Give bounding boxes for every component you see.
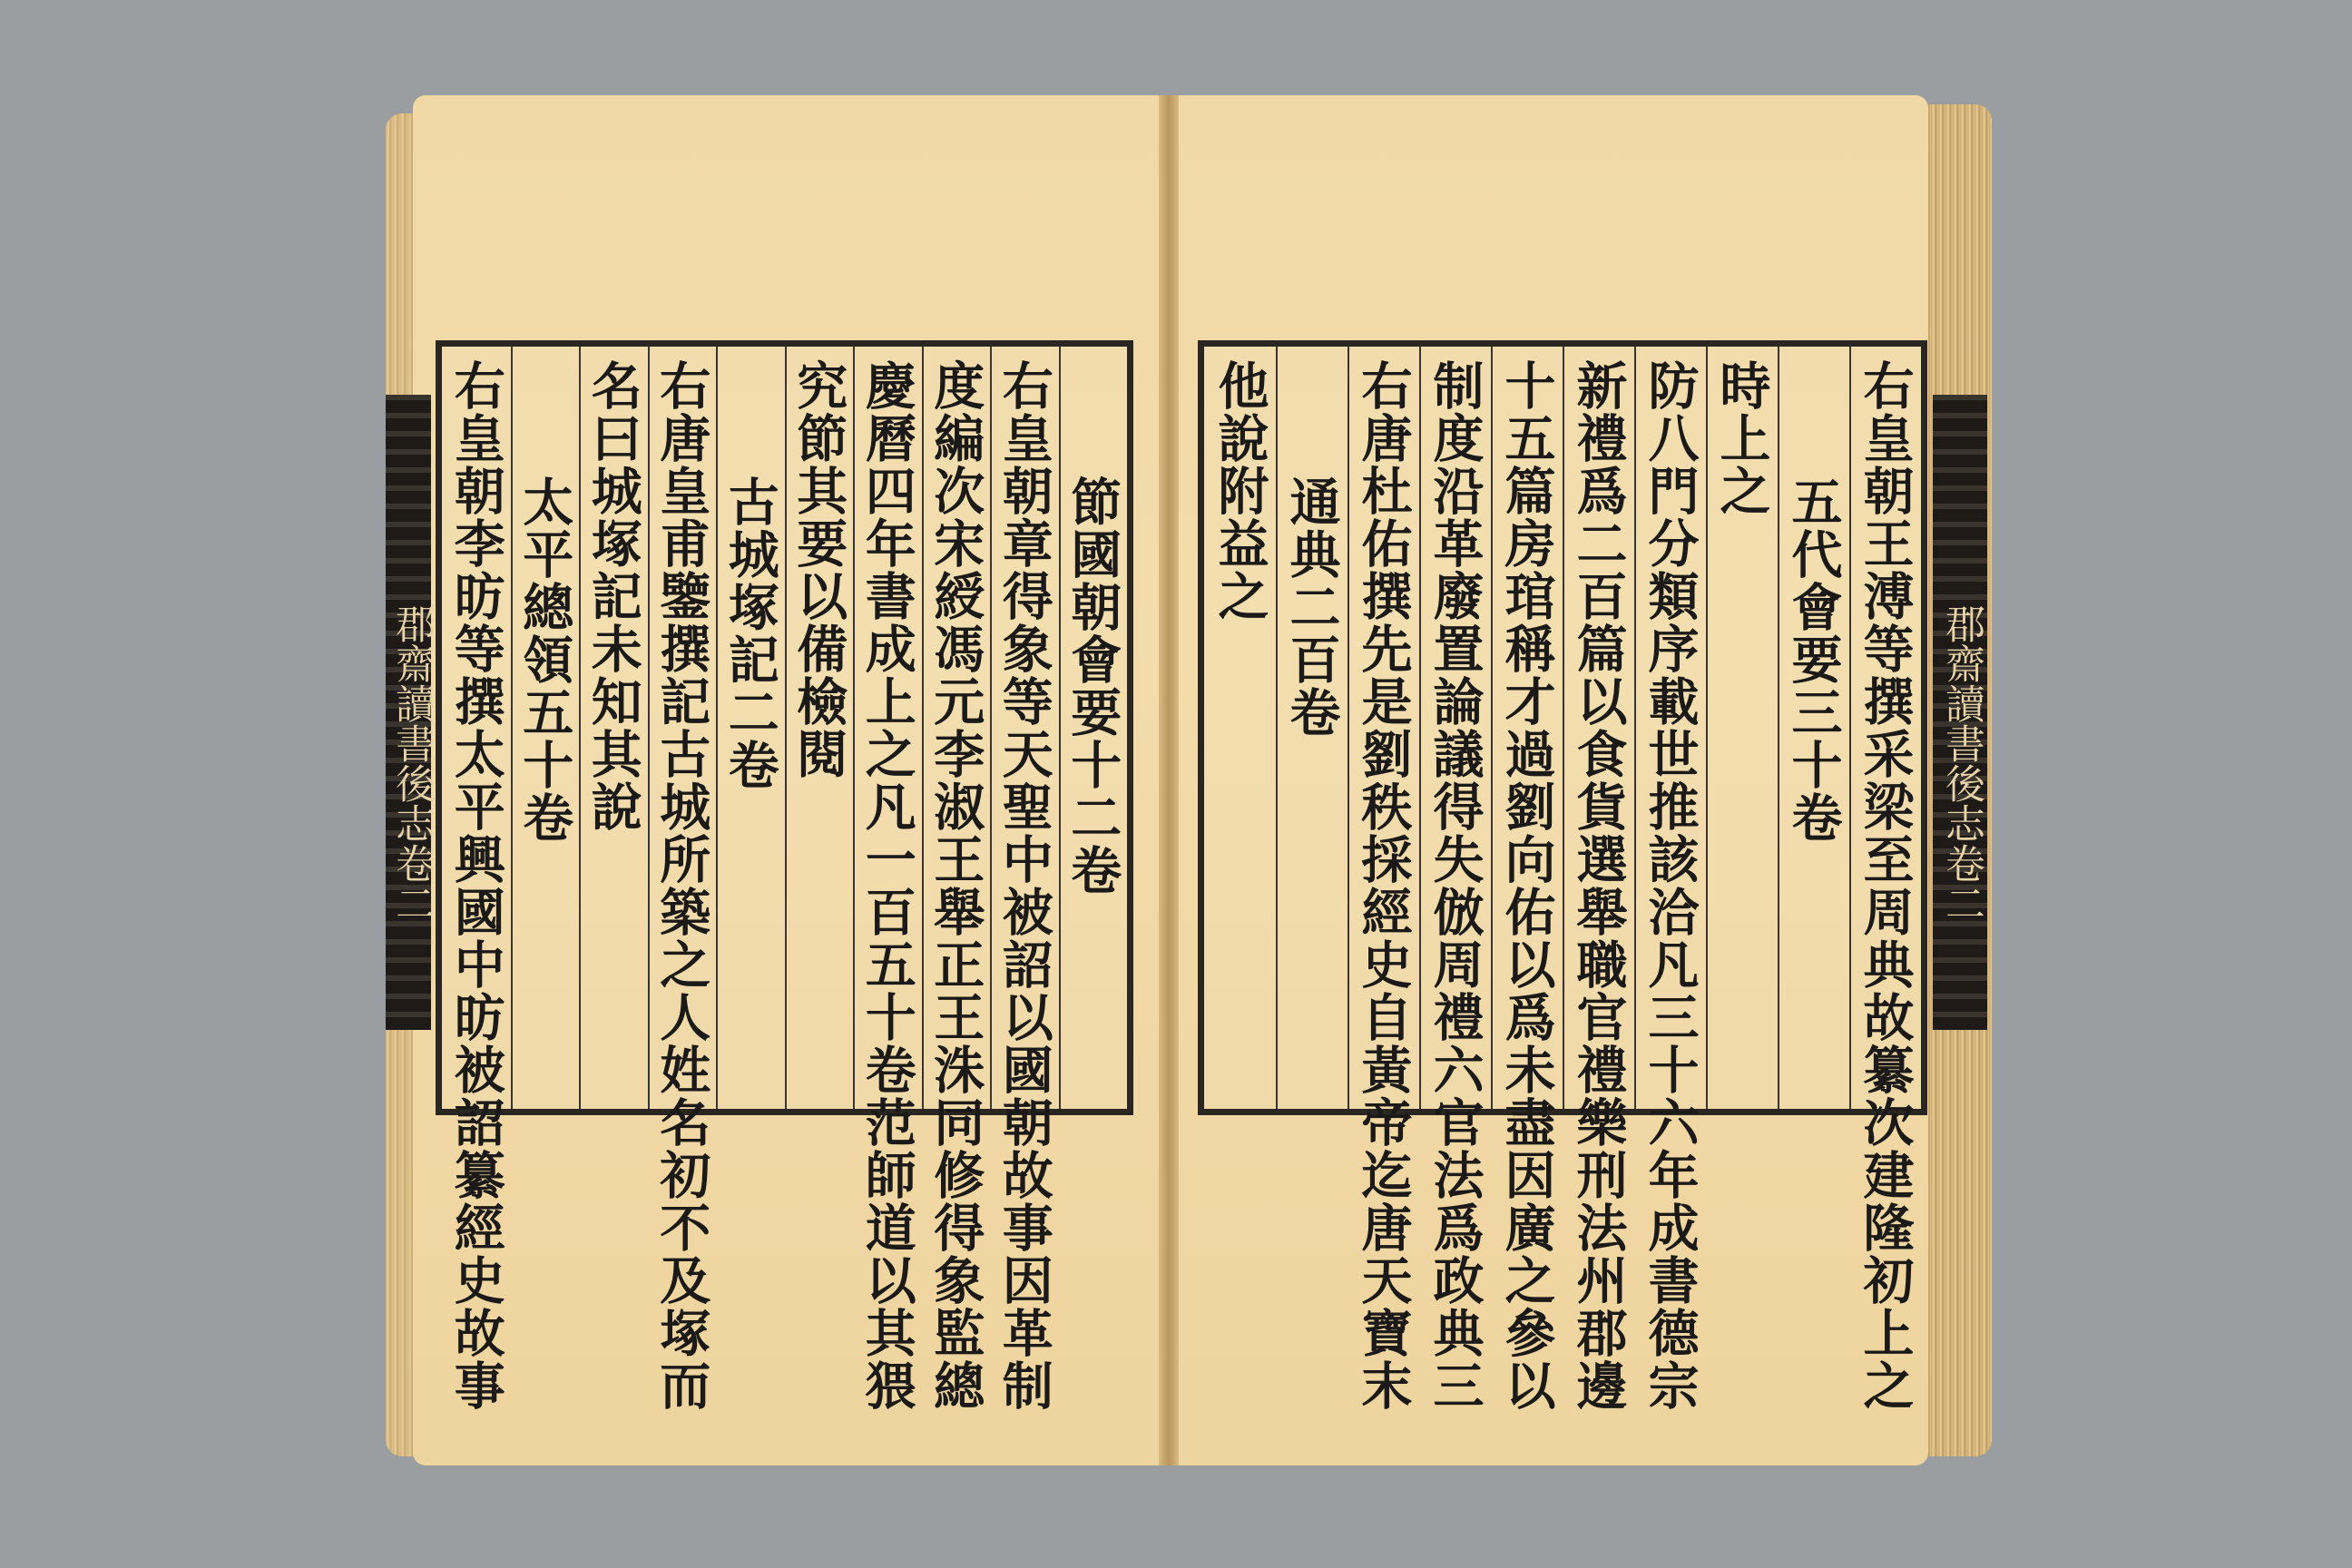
column-rule — [785, 347, 787, 1109]
text-column: 右皇朝王溥等撰采梁至周典故纂次建隆初上之 — [1855, 359, 1916, 1412]
text-column: 五代會要三十卷 — [1783, 475, 1844, 844]
text-column: 右皇朝李昉等撰太平興國中昉被詔纂經史故事 — [446, 359, 506, 1412]
text-column: 究節其要以備檢閱 — [789, 359, 849, 780]
text-column: 節國朝會要十二卷 — [1063, 475, 1123, 897]
column-rule — [1778, 347, 1779, 1109]
column-rule — [579, 347, 581, 1109]
column-rule — [1276, 347, 1278, 1109]
open-book — [386, 95, 1992, 1475]
column-rule — [1059, 347, 1061, 1109]
right-margin-label: 郡齋讀書後志卷二 — [1938, 603, 1984, 923]
text-column: 他說附益之 — [1210, 359, 1270, 622]
text-column: 名曰城塚記未知其說 — [583, 359, 643, 833]
column-rule — [853, 347, 855, 1109]
right-text-frame — [1198, 340, 1927, 1412]
column-rule — [1849, 347, 1851, 1109]
column-rule — [1563, 347, 1564, 1109]
column-rule — [511, 347, 513, 1109]
text-column: 太平總領五十卷 — [514, 475, 575, 844]
column-rule — [1491, 347, 1493, 1109]
column-rule — [1419, 347, 1421, 1109]
text-column: 慶曆四年書成上之凡一百五十卷范師道以其猥 — [857, 359, 917, 1412]
text-column: 新禮爲二百篇以食貨選舉職官禮樂刑法州郡邊 — [1568, 359, 1629, 1412]
text-column: 右唐杜佑撰先是劉秩採經史自黃帝迄唐天寶末 — [1353, 359, 1414, 1412]
column-rule — [1634, 347, 1636, 1109]
text-column: 防八門分類序載世推該洽凡三十六年成書德宗 — [1640, 359, 1700, 1412]
column-rule — [922, 347, 924, 1109]
left-margin-label: 郡齋讀書後志卷二 — [388, 603, 435, 923]
left-text-frame — [436, 340, 1133, 1412]
column-rule — [1348, 347, 1349, 1109]
column-rule — [648, 347, 650, 1109]
text-column: 度編次宋綬馮元李淑王舉正王洙同修得象監總 — [926, 359, 986, 1412]
text-column: 通典二百卷 — [1281, 475, 1342, 739]
text-column: 右唐皇甫鑒撰記古城所築之人姓名初不及塚而 — [652, 359, 712, 1412]
text-column: 制度沿革廢置論議得失倣周禮六官法爲政典三 — [1425, 359, 1485, 1412]
column-rule — [716, 347, 718, 1109]
column-rule — [990, 347, 992, 1109]
text-column: 時上之 — [1711, 359, 1772, 517]
text-column: 十五篇房琯稱才過劉向佑以爲未盡因廣之參以 — [1496, 359, 1557, 1412]
text-column: 古城塚記二卷 — [720, 475, 780, 791]
book-gutter — [1159, 95, 1179, 1465]
column-rule — [1706, 347, 1708, 1109]
text-column: 右皇朝章得象等天聖中被詔以國朝故事因革制 — [994, 359, 1054, 1412]
